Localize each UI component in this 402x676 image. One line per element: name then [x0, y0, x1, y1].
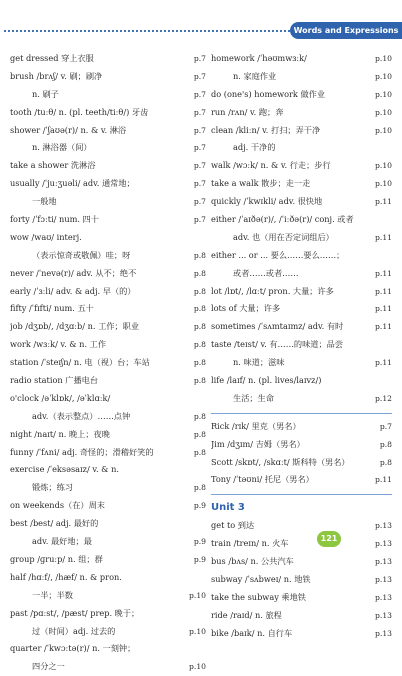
entry-text: 四分之一 — [32, 661, 65, 672]
page-ref: p.10 — [189, 626, 206, 636]
vocab-entry — [211, 471, 392, 489]
entry-text: o'clock /əˈklɒk/, /əˈklɑːk/ — [10, 392, 111, 403]
entry-text: station /ˈsteɪʃn/ n. 电（视）台；车站 — [10, 357, 150, 368]
entry-text: adv. 也（用在否定词组后） — [233, 231, 334, 242]
vocab-entry — [10, 390, 206, 408]
divider — [211, 494, 392, 495]
entry-text: life /laɪf/ n. (pl. lives/laɪvz/) — [211, 375, 322, 386]
vocab-entry — [10, 444, 206, 462]
vocab-entry — [10, 283, 206, 301]
entry-text: wow /waʊ/ interj. — [10, 231, 82, 242]
page-ref: p.7 — [193, 197, 206, 207]
vocab-entry — [10, 211, 206, 229]
vocab-entry — [211, 517, 392, 535]
page-ref: p.7 — [193, 54, 206, 63]
entry-text: quarter /ˈkwɔːtə(r)/ n. 一刻钟； — [10, 643, 136, 654]
vocab-entry-continuation — [10, 533, 206, 551]
page-ref: p.8 — [193, 376, 206, 386]
vocab-entry — [211, 625, 392, 643]
vocab-entry — [10, 497, 206, 515]
vocab-entry — [211, 300, 392, 318]
entry-text: usually /ˈjuːʒuəli/ adv. 通常地； — [10, 178, 135, 189]
page-ref: p.8 — [193, 429, 206, 439]
page-ref: p.10 — [375, 125, 392, 135]
entry-text: lots of 大量；许多 — [211, 303, 281, 314]
vocab-entry — [211, 122, 392, 140]
page-ref: p.7 — [193, 143, 206, 153]
vocab-entry — [211, 104, 392, 122]
entry-text: do (one's) homework 做作业 — [211, 88, 326, 99]
page-ref: p.7 — [193, 215, 206, 225]
page-ref: p.7 — [193, 179, 206, 189]
page-ref: p.11 — [375, 358, 392, 368]
entry-text: Tony /ˈtəʊni/ 托尼（男名） — [211, 474, 314, 485]
vocab-entry-continuation — [211, 354, 392, 372]
page-ref: p.8 — [193, 411, 206, 421]
vocab-entry — [211, 571, 392, 589]
vocab-entry — [211, 372, 392, 390]
entry-text: 一般地 — [32, 196, 57, 207]
page-ref: p.8 — [193, 304, 206, 314]
vocab-entry — [211, 283, 392, 301]
page-ref: p.8 — [193, 268, 206, 278]
page-ref: p.7 — [379, 421, 392, 431]
entry-text: best /best/ adj. 最好的 — [10, 518, 99, 529]
vocab-entry — [211, 535, 392, 553]
entry-text: exercise /ˈeksəsaɪz/ v. & n. — [10, 464, 119, 475]
entry-text: on weekends（在）周末 — [10, 500, 105, 511]
vocab-entry — [211, 86, 392, 104]
entry-text: adv.（表示整点）……点钟 — [32, 410, 131, 421]
entry-text: adj. 干净的 — [233, 142, 276, 153]
entry-text: fifty /ˈfɪfti/ num. 五十 — [10, 303, 94, 314]
vocab-entry-continuation — [211, 390, 392, 408]
left-column — [10, 50, 206, 676]
page-number-badge: 121 — [317, 531, 341, 547]
page-ref: p.10 — [375, 161, 392, 171]
vocab-entry-continuation — [10, 86, 206, 104]
page-ref: p.11 — [375, 232, 392, 242]
page-ref: p.8 — [379, 439, 392, 449]
entry-text: n. 刷子 — [32, 88, 59, 99]
page-ref: p.10 — [375, 71, 392, 81]
vocab-entry — [211, 211, 392, 229]
page-ref: p.8 — [379, 457, 392, 467]
entry-text: take a walk 散步；走一走 — [211, 178, 311, 189]
entry-text: taste /teɪst/ v. 有……的味道；品尝 — [211, 339, 344, 350]
page-ref: p.12 — [375, 393, 392, 403]
vocab-entry-continuation — [10, 623, 206, 641]
page-ref: p.10 — [189, 662, 206, 672]
vocab-entry — [10, 372, 206, 390]
entry-text: forty /ˈfɔːti/ num. 四十 — [10, 214, 99, 225]
entry-text: 或者……或者…… — [233, 267, 299, 278]
vocab-entry — [10, 354, 206, 372]
entry-text: 锻炼；练习 — [32, 482, 73, 493]
vocab-entry — [10, 640, 206, 658]
page-ref: p.13 — [375, 575, 392, 585]
vocab-entry-continuation — [10, 479, 206, 497]
vocab-entry — [10, 569, 206, 587]
right-column — [211, 50, 392, 643]
page-ref: p.13 — [375, 557, 392, 567]
entry-text: get to 到达 — [211, 520, 255, 531]
entry-text: take a shower 洗淋浴 — [10, 160, 96, 171]
vocab-entry — [211, 175, 392, 193]
entry-text: walk /wɔːk/ n. & v. 行走；步行 — [211, 160, 331, 171]
entry-text: work /wɜːk/ v. & n. 工作 — [10, 339, 107, 350]
page-ref: p.8 — [193, 250, 206, 260]
page-ref: p.13 — [375, 610, 392, 620]
vocab-entry — [10, 104, 206, 122]
vocab-entry — [211, 553, 392, 571]
page-ref: p.11 — [375, 286, 392, 296]
vocab-entry — [10, 605, 206, 623]
vocab-entry-continuation — [10, 408, 206, 426]
vocab-entry-continuation — [10, 193, 206, 211]
vocab-entry — [10, 175, 206, 193]
entry-text: 生活；生命 — [233, 392, 274, 403]
vocab-entry-continuation — [10, 247, 206, 265]
page-ref: p.10 — [375, 179, 392, 189]
entry-text: n. 淋浴器（间） — [32, 142, 92, 153]
page-ref: p.10 — [375, 89, 392, 99]
vocab-entry — [10, 461, 206, 479]
page-ref: p.10 — [189, 590, 206, 600]
entry-text: n. 家庭作业 — [233, 70, 277, 81]
entry-text: take the subway 乘地铁 — [211, 591, 306, 602]
vocab-entry-continuation — [211, 68, 392, 86]
vocab-entry-continuation — [211, 229, 392, 247]
vocab-entry — [211, 336, 392, 354]
vocab-entry — [10, 515, 206, 533]
page-ref: p.13 — [375, 521, 392, 531]
page-ref: p.9 — [193, 501, 206, 511]
entry-text: early /ˈɜːli/ adv. & adj. 早（的） — [10, 285, 136, 296]
entry-text: shower /ˈʃaʊə(r)/ n. & v. 淋浴 — [10, 124, 127, 135]
page-ref: p.13 — [375, 539, 392, 549]
entry-text: lot /lɒt/, /lɑːt/ pron. 大量；许多 — [211, 285, 334, 296]
page-ref: p.13 — [375, 592, 392, 602]
entry-text: ride /raɪd/ n. 旅程 — [211, 609, 282, 620]
section-title: Words and Expressions in Each Unit — [290, 22, 402, 39]
vocab-entry — [211, 454, 392, 472]
page-ref: p.8 — [193, 340, 206, 350]
page-ref: p.11 — [375, 268, 392, 278]
entry-text: funny /ˈfʌni/ adj. 奇怪的；滑稽好笑的 — [10, 446, 154, 457]
vocab-entry — [211, 193, 392, 211]
page-ref: p.7 — [193, 89, 206, 99]
entry-text: subway /ˈsʌbweɪ/ n. 地铁 — [211, 574, 311, 585]
entry-text: never /ˈnevə(r)/ adv. 从不；绝不 — [10, 267, 137, 278]
page-ref: p.11 — [375, 304, 392, 314]
entry-text: sometimes /ˈsʌmtaɪmz/ adv. 有时 — [211, 321, 344, 332]
vocab-entry — [211, 50, 392, 68]
entry-text: bike /baɪk/ n. 自行车 — [211, 627, 293, 638]
vocab-entry-continuation — [10, 658, 206, 676]
page-header — [0, 0, 402, 52]
entry-text: get dressed 穿上衣服 — [10, 53, 94, 63]
entry-text: run /rʌn/ v. 跑；奔 — [211, 106, 284, 117]
vocab-entry — [211, 157, 392, 175]
vocabulary-list-unit-3 — [211, 517, 392, 642]
page-ref: p.11 — [375, 322, 392, 332]
unit-heading: Unit 3 — [211, 502, 245, 514]
vocab-entry — [10, 122, 206, 140]
page-ref: p.8 — [193, 483, 206, 493]
entry-text: Jim /dʒɪm/ 吉姆（男名） — [211, 438, 305, 449]
vocab-entry — [211, 418, 392, 436]
vocab-entry — [10, 551, 206, 569]
vocab-entry — [211, 247, 392, 265]
entry-text: either ... or ... 要么……要么……； — [211, 249, 345, 260]
entry-text: past /pɑːst/, /pæst/ prep. 晚于； — [10, 607, 140, 618]
page-ref: p.11 — [375, 197, 392, 207]
vocab-entry — [211, 318, 392, 336]
entry-text: homework /ˈhəʊmwɜːk/ — [211, 53, 307, 63]
entry-text: 过（时间）adj. 过去的 — [32, 625, 116, 636]
page-ref: p.10 — [375, 54, 392, 63]
proper-names-list — [211, 418, 392, 490]
vocab-entry — [10, 426, 206, 444]
page-ref: p.8 — [193, 286, 206, 296]
vocab-entry — [211, 436, 392, 454]
page-ref: p.13 — [375, 628, 392, 638]
vocab-entry — [10, 68, 206, 86]
vocab-entry-continuation — [10, 139, 206, 157]
dotted-rule — [4, 30, 294, 32]
page-ref: p.7 — [193, 161, 206, 171]
vocab-entry — [10, 157, 206, 175]
entry-text: night /naɪt/ n. 晚上；夜晚 — [10, 428, 110, 439]
vocab-entry-continuation — [211, 265, 392, 283]
divider — [211, 413, 392, 414]
entry-text: either /ˈaɪðə(r)/, /ˈiːðə(r)/ conj. 或者 — [211, 214, 354, 225]
page-ref: p.11 — [375, 475, 392, 485]
page-ref: p.8 — [193, 447, 206, 457]
entry-text: n. 味道；滋味 — [233, 357, 285, 368]
entry-text: （表示惊奇或敬佩）哇；呀 — [32, 249, 131, 260]
vocab-entry — [211, 589, 392, 607]
page-ref: p.7 — [193, 107, 206, 117]
entry-text: tooth /tuːθ/ n. (pl. teeth/tiːθ/) 牙齿 — [10, 106, 149, 117]
vocab-entry — [10, 300, 206, 318]
vocab-entry-continuation — [10, 587, 206, 605]
vocab-entry — [211, 607, 392, 625]
vocab-entry — [10, 265, 206, 283]
page-ref: p.9 — [193, 554, 206, 564]
entry-text: job /dʒɒb/, /dʒɑːb/ n. 工作；职业 — [10, 321, 140, 332]
entry-text: Scott /skɒt/, /skɑːt/ 斯科特（男名） — [211, 456, 350, 467]
vocab-entry — [10, 50, 206, 68]
vocab-entry — [10, 318, 206, 336]
vocabulary-list-unit-2 — [211, 50, 392, 408]
page-ref: p.8 — [193, 358, 206, 368]
entry-text: half /hɑːf/, /hæf/ n. & pron. — [10, 571, 122, 582]
page-ref: p.7 — [193, 125, 206, 135]
entry-text: radio station 广播电台 — [10, 375, 99, 386]
vocab-entry — [10, 336, 206, 354]
entry-text: 一半；半数 — [32, 589, 73, 600]
vocab-entry-continuation — [211, 139, 392, 157]
page-ref: p.10 — [375, 107, 392, 117]
entry-text: group /ɡruːp/ n. 组；群 — [10, 553, 103, 564]
entry-text: brush /brʌʃ/ v. 刷；刷净 — [10, 70, 103, 81]
entry-text: Rick /rɪk/ 里克（男名） — [211, 420, 301, 431]
entry-text: bus /bʌs/ n. 公共汽车 — [211, 556, 294, 567]
page-ref: p.9 — [193, 537, 206, 547]
entry-text: adv. 最好地；最 — [32, 536, 92, 547]
entry-text: quickly /ˈkwɪkli/ adv. 很快地 — [211, 196, 323, 207]
entry-text: clean /kliːn/ v. 打扫；弄干净 — [211, 124, 321, 135]
entry-text: train /treɪn/ n. 火车 — [211, 538, 289, 549]
page-ref: p.8 — [193, 322, 206, 332]
vocab-entry — [10, 229, 206, 247]
page-ref: p.7 — [193, 71, 206, 81]
